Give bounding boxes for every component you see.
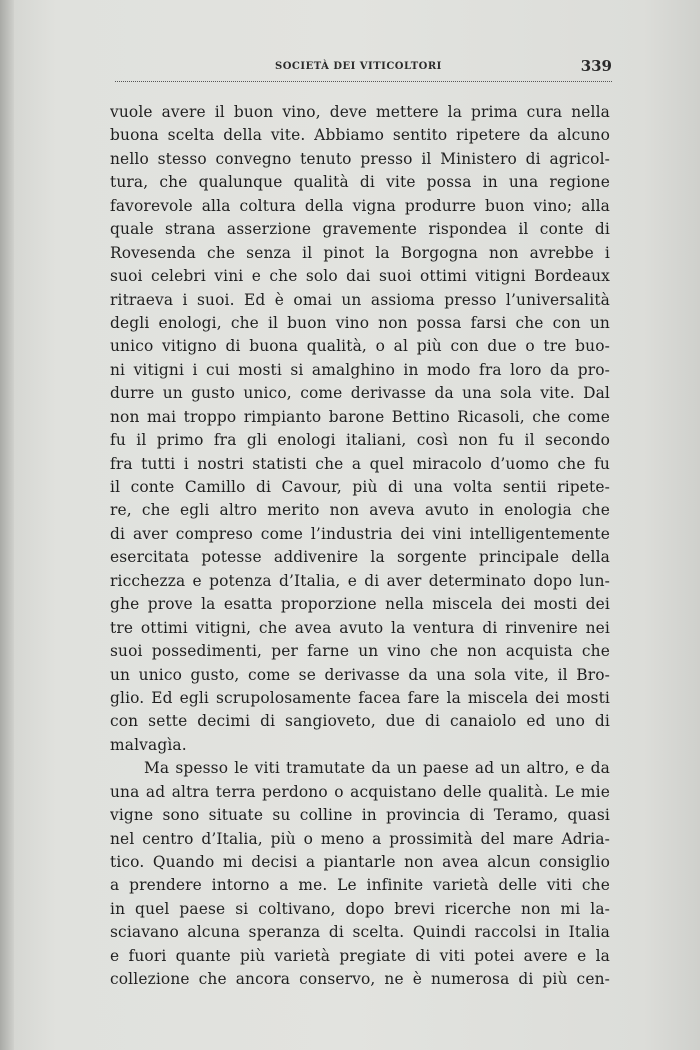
text-line: il conte Camillo di Cavour, più di una volta sentii ripete- (110, 478, 610, 496)
text-line: degli enologi, che il buon vino non possa farsi che con un (110, 313, 610, 332)
binding-shadow (0, 0, 14, 1050)
text-line: una ad altra terra perdono o acquistano delle qualità. Le mie (110, 782, 610, 801)
text-line: tico. Quando mi decisi a piantarle non avea alcun consiglio (110, 853, 610, 871)
text-line: fu il primo fra gli enologi italiani, così non fu il secondo (110, 431, 610, 450)
text-line: nel centro d’Italia, più o meno a prossimità del mare Adria- (110, 829, 610, 848)
paragraph-first-line: Ma spesso le viti tramutate da un paese ad un altro, e da (144, 759, 610, 778)
text-line: tre ottimi vitigni, che avea avuto la ventura di rinvenire nei (110, 618, 610, 637)
text-line: suoi possedimenti, per farne un vino che non acquista che (110, 642, 610, 661)
text-line: glio. Ed egli scrupolosamente facea fare la miscela dei mosti (110, 688, 610, 707)
page-number: 339 (580, 57, 612, 75)
text-line: unico vitigno di buona qualità, o al più con due o tre buo- (110, 337, 610, 356)
text-line: vuole avere il buon vino, deve mettere la prima cura nella (110, 103, 610, 121)
text-line: di aver compreso come l’industria dei vini intelligentemente (110, 524, 610, 543)
text-line: favorevole alla coltura della vigna produrre buon vino; alla (110, 196, 610, 215)
text-line: nello stesso convegno tenuto presso il Ministero di agricol- (110, 149, 610, 168)
text-line: a prendere intorno a me. Le infinite varietà delle viti che (110, 876, 610, 895)
text-line: esercitata potesse addivenire la sorgente principale della (110, 548, 610, 567)
page-header (115, 57, 612, 83)
text-line: e fuori quante più varietà pregiate di viti potei avere e la (110, 946, 610, 965)
text-line: sciavano alcuna speranza di scelta. Quindi raccolsi in Italia (110, 923, 610, 942)
text-line: fra tutti i nostri statisti che a quel miracolo d’uomo che fu (110, 454, 610, 473)
running-head: SOCIETÀ DEI VITICOLTORI (275, 61, 442, 72)
text-line: un unico gusto, come se derivasse da una sola vite, il Bro- (110, 665, 610, 684)
text-line: con sette decimi di sangioveto, due di canaiolo ed uno di (110, 712, 610, 731)
text-line: Rovesenda che senza il pinot la Borgogna non avrebbe i (110, 243, 610, 262)
text-line: ricchezza e potenza d’Italia, e di aver determinato dopo lun- (110, 571, 610, 590)
header-rule (115, 81, 612, 82)
text-line: suoi celebri vini e che solo dai suoi ottimi vitigni Bordeaux (110, 267, 610, 286)
text-line: in quel paese si coltivano, dopo brevi ricerche non mi la- (110, 899, 610, 918)
text-line: ghe prove la esatta proporzione nella miscela dei mosti dei (110, 595, 610, 614)
text-line: vigne sono situate su colline in provincia di Teramo, quasi (110, 806, 610, 825)
text-line: non mai troppo rimpianto barone Bettino Ricasoli, che come (110, 407, 610, 426)
text-line: re, che egli altro merito non aveva avuto in enologia che (110, 501, 610, 520)
text-line: quale strana asserzione gravemente rispondea il conte di (110, 220, 610, 239)
body-text (110, 101, 610, 992)
text-line: tura, che qualunque qualità di vite possa in una regione (110, 173, 610, 192)
text-line: durre un gusto unico, come derivasse da una sola vite. Dal (110, 384, 610, 403)
text-line: ritraeva i suoi. Ed è omai un assioma presso l’universalità (110, 290, 610, 309)
text-line: malvagìa. (110, 735, 187, 754)
text-line: collezione che ancora conservo, ne è numerosa di più cen- (110, 970, 610, 989)
text-line: ni vitigni i cui mosti si amalghino in modo fra loro da pro- (110, 360, 610, 379)
text-line: buona scelta della vite. Abbiamo sentito ripetere da alcuno (110, 126, 610, 145)
